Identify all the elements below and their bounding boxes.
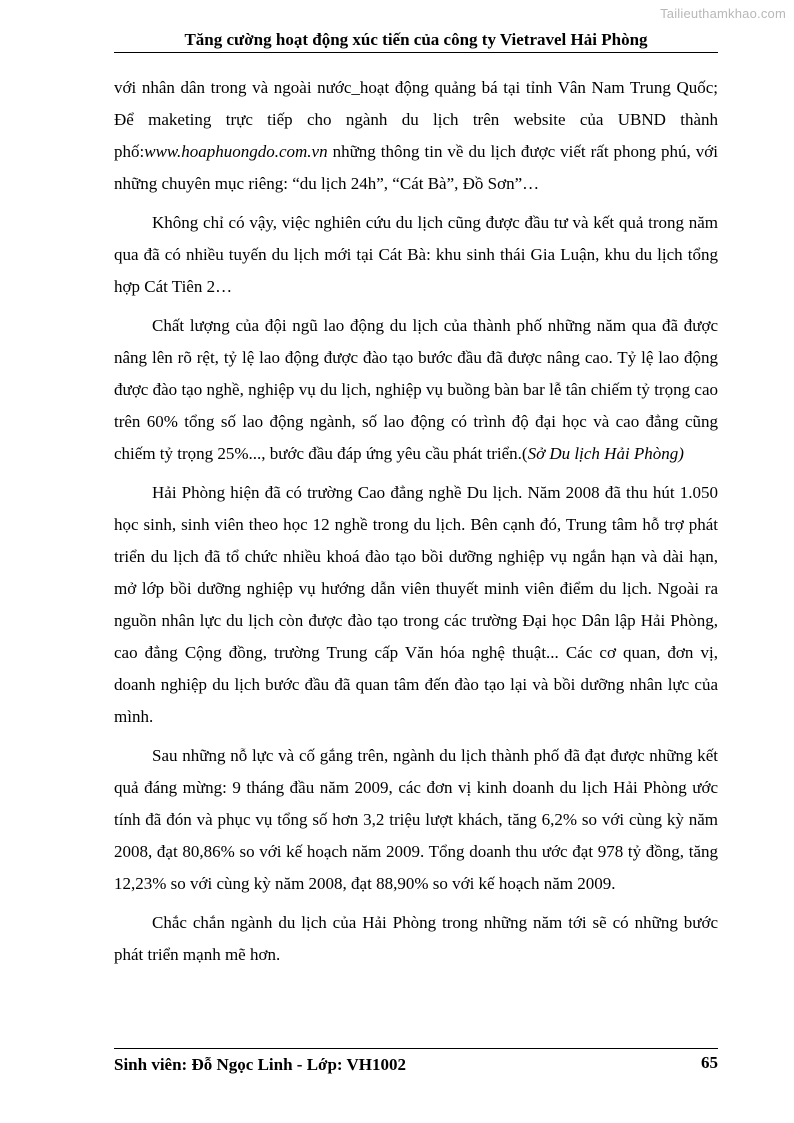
- paragraph-3-text: Chất lượng của đội ngũ lao động du lịch của thành phố những năm qua đã được nâng lên rõ rệt, tỷ lệ lao động được đào tạo bước đầu đã được nâng cao. Tỷ lệ lao động được đào tạo nghề, nghiệp vụ du lịch, nghiệp vụ buồng bàn bar lễ tân chiếm tỷ trọng cao trên 60% tổng số lao động ngành, số lao động có trình độ đại học và cao đẳng cũng chiếm tỷ trọng 25%..., bước đầu đáp ứng yêu cầu phát triển.(: [114, 316, 718, 463]
- source-citation: Sở Du lịch Hải Phòng): [527, 444, 684, 463]
- paragraph-6: Chắc chắn ngành du lịch của Hải Phòng trong những năm tới sẽ có những bước phát triển mạnh mẽ hơn.: [114, 913, 718, 964]
- student-info: Sinh viên: Đỗ Ngọc Linh - Lớp: VH1002: [114, 1055, 407, 1074]
- page-header: Tăng cường hoạt động xúc tiến của công ty Vietravel Hải Phòng: [114, 30, 718, 53]
- paragraph-1-text-cont: những thông tin về du lịch được viết rất phong phú, với những chuyên mục riêng: “du lịch 24h”, “Cát Bà”, Đồ Sơn”…: [114, 142, 718, 193]
- page-footer: [114, 1048, 718, 1075]
- paragraph-3: [114, 310, 718, 470]
- paragraph-5: Sau những nỗ lực và cố gắng trên, ngành du lịch thành phố đã đạt được những kết quả đáng mừng: 9 tháng đầu năm 2009, các đơn vị kinh doanh du lịch Hải Phòng ước tính đã đón và phục vụ tổng số hơn 3,2 triệu lượt khách, tăng 6,2% so với cùng kỳ năm 2008, đạt 80,86% so với kế hoạch năm 2009. Tổng doanh thu ước đạt 978 tỷ đồng, tăng 12,23% so với cùng kỳ năm 2008, đạt 88,90% so với kế hoạch năm 2009.: [114, 746, 718, 893]
- website-link[interactable]: www.hoaphuongdo.com.vn: [144, 142, 328, 161]
- paragraph-2: Không chỉ có vậy, việc nghiên cứu du lịch cũng được đầu tư và kết quả trong năm qua đã có nhiều tuyến du lịch mới tại Cát Bà: khu sinh thái Gia Luận, khu du lịch tổng hợp Cát Tiên 2…: [114, 213, 718, 296]
- page-number: 65: [701, 1053, 718, 1072]
- watermark: Tailieuthamkhao.com: [660, 6, 786, 21]
- document-body: [114, 72, 718, 978]
- paragraph-4: Hải Phòng hiện đã có trường Cao đẳng nghề Du lịch. Năm 2008 đã thu hút 1.050 học sinh, sinh viên theo học 12 nghề trong du lịch. Bên cạnh đó, Trung tâm hỗ trợ phát triển du lịch đã tổ chức nhiều khoá đào tạo bồi dưỡng nghiệp vụ ngắn hạn và dài hạn, mở lớp bồi dưỡng nghiệp vụ hướng dẫn viên thuyết minh viên điểm du lịch. Ngoài ra nguồn nhân lực du lịch còn được đào tạo trong các trường Đại học Dân lập Hải Phòng, cao đẳng Cộng đồng, trường Trung cấp Văn hóa nghệ thuật... Các cơ quan, đơn vị, doanh nghiệp du lịch bước đầu đã quan tâm đến đào tạo lại và bồi dưỡng nhân lực của mình.: [114, 483, 718, 726]
- paragraph-1: [114, 72, 718, 200]
- paragraph-1-text: với nhân dân trong và ngoài nước_hoạt động quảng bá tại tỉnh Vân Nam Trung Quốc; Để maketing trực tiếp cho ngành du lịch trên website của UBND thành phố:: [114, 78, 718, 161]
